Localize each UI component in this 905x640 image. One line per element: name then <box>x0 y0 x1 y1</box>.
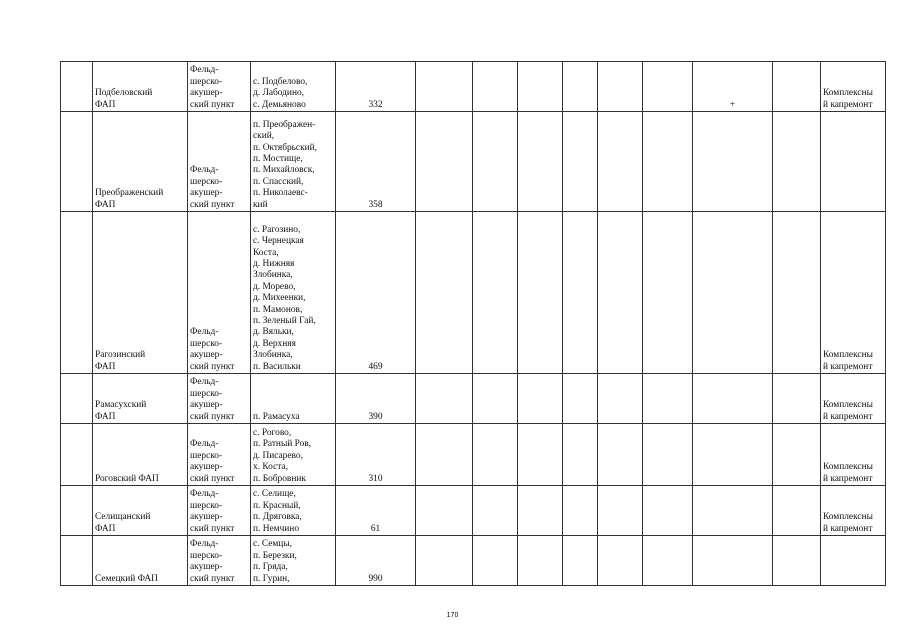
village-line: п. Преображен- <box>253 119 316 130</box>
facility-type-cell <box>188 536 251 586</box>
empty-cell <box>563 424 598 486</box>
village-line: кий <box>253 199 268 210</box>
mark-cell <box>693 424 773 486</box>
facility-name-line: Подбеловский <box>95 88 153 99</box>
empty-cell <box>416 62 473 112</box>
facility-type-cell <box>188 486 251 536</box>
villages-cell <box>251 112 336 212</box>
facility-type-cell <box>188 374 251 424</box>
empty-cell <box>773 374 821 424</box>
mark-cell <box>693 374 773 424</box>
village-line: с. Селище, <box>253 489 296 500</box>
facility-name-line: Селищанский <box>95 512 151 523</box>
empty-cell <box>563 62 598 112</box>
village-line: п. Гряда, <box>253 562 288 573</box>
empty-cell <box>416 424 473 486</box>
village-line: п. Красный, <box>253 500 301 511</box>
facility-type-cell <box>188 112 251 212</box>
village-line: д. Верхняя <box>253 338 296 349</box>
facilities-table <box>60 61 886 586</box>
population-cell: 61 <box>336 486 416 536</box>
facility-type-line: шерско- <box>190 76 223 87</box>
village-line: п. Бобровник <box>253 473 306 484</box>
empty-cell <box>563 374 598 424</box>
empty-cell <box>643 112 693 212</box>
village-line: п. Васильки <box>253 361 301 372</box>
note-line: й капремонт <box>823 523 873 534</box>
facility-name-line: ФАП <box>95 523 116 534</box>
facility-type-line: ский пункт <box>190 573 235 584</box>
facility-name-cell <box>93 212 188 374</box>
village-line: Злобинка, <box>253 270 293 281</box>
village-line: с. Рагозино, <box>253 224 301 235</box>
note-line: й капремонт <box>823 473 873 484</box>
village-line: д. Лабодино, <box>253 88 304 99</box>
empty-cell <box>416 212 473 374</box>
facility-name-cell <box>93 486 188 536</box>
population-cell: 358 <box>336 112 416 212</box>
note-line: й капремонт <box>823 411 873 422</box>
empty-cell <box>598 212 643 374</box>
empty-cell <box>598 536 643 586</box>
villages-cell <box>251 212 336 374</box>
facility-type-line: шерско- <box>190 550 223 561</box>
note-cell <box>821 212 886 374</box>
village-line: д. Писарево, <box>253 450 303 461</box>
empty-cell <box>773 536 821 586</box>
facility-type-line: шерско- <box>190 388 223 399</box>
facility-name-line: Роговский ФАП <box>95 473 159 484</box>
empty-cell <box>473 62 518 112</box>
index-cell <box>61 112 93 212</box>
empty-cell <box>416 112 473 212</box>
facility-type-line: акушер- <box>190 462 223 473</box>
empty-cell <box>773 112 821 212</box>
empty-cell <box>416 536 473 586</box>
facility-name-line: ФАП <box>95 99 116 110</box>
facility-type-line: ский пункт <box>190 99 235 110</box>
empty-cell <box>598 424 643 486</box>
note-cell <box>821 374 886 424</box>
facility-type-line: шерско- <box>190 176 223 187</box>
empty-cell <box>643 374 693 424</box>
village-line: х. Коста, <box>253 462 288 473</box>
village-line: п. Октябрьский, <box>253 142 318 153</box>
empty-cell <box>773 486 821 536</box>
facility-type-line: шерско- <box>190 500 223 511</box>
facility-type-line: акушер- <box>190 350 223 361</box>
village-line: д. Морево, <box>253 281 296 292</box>
mark-cell <box>693 112 773 212</box>
note-cell <box>821 62 886 112</box>
empty-cell <box>643 212 693 374</box>
empty-cell <box>518 486 563 536</box>
mark-cell <box>693 212 773 374</box>
note-cell <box>821 486 886 536</box>
empty-cell <box>643 62 693 112</box>
note-cell <box>821 424 886 486</box>
index-cell <box>61 486 93 536</box>
village-line: с. Чернецкая <box>253 236 304 247</box>
empty-cell <box>643 424 693 486</box>
village-line: с. Рогово, <box>253 427 292 438</box>
empty-cell <box>643 536 693 586</box>
population-cell: 310 <box>336 424 416 486</box>
table-row <box>61 536 886 586</box>
facility-type-cell <box>188 424 251 486</box>
empty-cell <box>518 536 563 586</box>
empty-cell <box>518 62 563 112</box>
facility-type-line: акушер- <box>190 188 223 199</box>
village-line: с. Подбелово, <box>253 76 308 87</box>
facility-type-cell <box>188 212 251 374</box>
table-row <box>61 62 886 112</box>
facility-name-cell <box>93 424 188 486</box>
note-line: й капремонт <box>823 361 873 372</box>
empty-cell <box>598 374 643 424</box>
index-cell <box>61 212 93 374</box>
empty-cell <box>473 112 518 212</box>
table-row <box>61 374 886 424</box>
note-line: й капремонт <box>823 99 873 110</box>
empty-cell <box>518 374 563 424</box>
facility-type-line: акушер- <box>190 512 223 523</box>
empty-cell <box>518 424 563 486</box>
facility-type-line: Фельд- <box>190 327 219 338</box>
empty-cell <box>416 374 473 424</box>
facility-type-line: ский пункт <box>190 523 235 534</box>
village-line: п. Николаевс- <box>253 188 308 199</box>
facility-type-line: ский пункт <box>190 361 235 372</box>
empty-cell <box>473 424 518 486</box>
villages-cell <box>251 536 336 586</box>
mark-cell: + <box>693 62 773 112</box>
facility-type-line: ский пункт <box>190 199 235 210</box>
mark-cell <box>693 536 773 586</box>
empty-cell <box>643 486 693 536</box>
village-line: п. Мостище, <box>253 153 303 164</box>
village-line: п. Зеленый Гай, <box>253 315 316 326</box>
village-line: п. Березки, <box>253 550 297 561</box>
village-line: Злобинка, <box>253 350 293 361</box>
facility-type-line: Фельд- <box>190 539 219 550</box>
empty-cell <box>473 212 518 374</box>
empty-cell <box>473 374 518 424</box>
note-line: Комплексны <box>823 512 873 523</box>
table-row <box>61 486 886 536</box>
empty-cell <box>563 536 598 586</box>
empty-cell <box>518 212 563 374</box>
facility-name-cell <box>93 112 188 212</box>
village-line: п. Немчино <box>253 523 300 534</box>
facility-type-line: Фельд- <box>190 165 219 176</box>
village-line: п. Гурин, <box>253 573 290 584</box>
note-line: Комплексны <box>823 88 873 99</box>
population-cell: 469 <box>336 212 416 374</box>
facility-type-line: ский пункт <box>190 473 235 484</box>
facility-name-line: ФАП <box>95 199 116 210</box>
facility-name-line: ФАП <box>95 361 116 372</box>
table-row <box>61 112 886 212</box>
facility-name-line: ФАП <box>95 411 116 422</box>
facility-name-line: Семецкий ФАП <box>95 573 158 584</box>
village-line: д. Нижняя <box>253 258 295 269</box>
facility-name-cell <box>93 374 188 424</box>
population-cell: 990 <box>336 536 416 586</box>
facility-type-line: Фельд- <box>190 489 219 500</box>
villages-cell <box>251 62 336 112</box>
empty-cell <box>773 424 821 486</box>
empty-cell <box>598 112 643 212</box>
facility-type-line: ский пункт <box>190 411 235 422</box>
note-cell <box>821 536 886 586</box>
table-row <box>61 424 886 486</box>
empty-cell <box>598 486 643 536</box>
empty-cell <box>598 62 643 112</box>
facility-name-line: Преображенский <box>95 188 164 199</box>
villages-cell <box>251 486 336 536</box>
index-cell <box>61 424 93 486</box>
empty-cell <box>773 62 821 112</box>
village-line: Коста, <box>253 247 279 258</box>
facility-type-line: шерско- <box>190 338 223 349</box>
villages-cell <box>251 374 336 424</box>
empty-cell <box>563 486 598 536</box>
index-cell <box>61 62 93 112</box>
empty-cell <box>518 112 563 212</box>
table-row <box>61 212 886 374</box>
facility-type-line: акушер- <box>190 400 223 411</box>
village-line: п. Спасский, <box>253 176 304 187</box>
note-line: Комплексны <box>823 400 873 411</box>
village-line: п. Рамасуха <box>253 411 300 422</box>
facility-name-line: Рагозинский <box>95 350 146 361</box>
village-line: д. Михеенки, <box>253 293 306 304</box>
facility-type-line: шерско- <box>190 450 223 461</box>
village-line: с. Семцы, <box>253 539 292 550</box>
mark-cell <box>693 486 773 536</box>
facility-type-cell <box>188 62 251 112</box>
empty-cell <box>773 212 821 374</box>
village-line: п. Мамонов, <box>253 304 303 315</box>
note-cell <box>821 112 886 212</box>
empty-cell <box>473 536 518 586</box>
village-line: ский, <box>253 131 275 142</box>
table-body <box>61 62 886 586</box>
population-cell: 332 <box>336 62 416 112</box>
facility-type-line: акушер- <box>190 88 223 99</box>
empty-cell <box>563 112 598 212</box>
note-line: Комплексны <box>823 462 873 473</box>
facility-type-line: Фельд- <box>190 377 219 388</box>
facility-type-line: Фельд- <box>190 65 219 76</box>
village-line: п. Ратный Ров, <box>253 439 312 450</box>
facility-type-line: акушер- <box>190 562 223 573</box>
empty-cell <box>563 212 598 374</box>
village-line: с. Демьяново <box>253 99 306 110</box>
facility-name-cell <box>93 62 188 112</box>
index-cell <box>61 536 93 586</box>
empty-cell <box>416 486 473 536</box>
facility-name-cell <box>93 536 188 586</box>
note-line: Комплексны <box>823 350 873 361</box>
village-line: п. Михайловск, <box>253 165 315 176</box>
index-cell <box>61 374 93 424</box>
village-line: д. Вяльки, <box>253 327 294 338</box>
population-cell: 390 <box>336 374 416 424</box>
empty-cell <box>473 486 518 536</box>
page-number: 170 <box>446 612 459 619</box>
villages-cell <box>251 424 336 486</box>
village-line: п. Дряговка, <box>253 512 302 523</box>
facility-name-line: Рамасухский <box>95 400 147 411</box>
facility-type-line: Фельд- <box>190 439 219 450</box>
